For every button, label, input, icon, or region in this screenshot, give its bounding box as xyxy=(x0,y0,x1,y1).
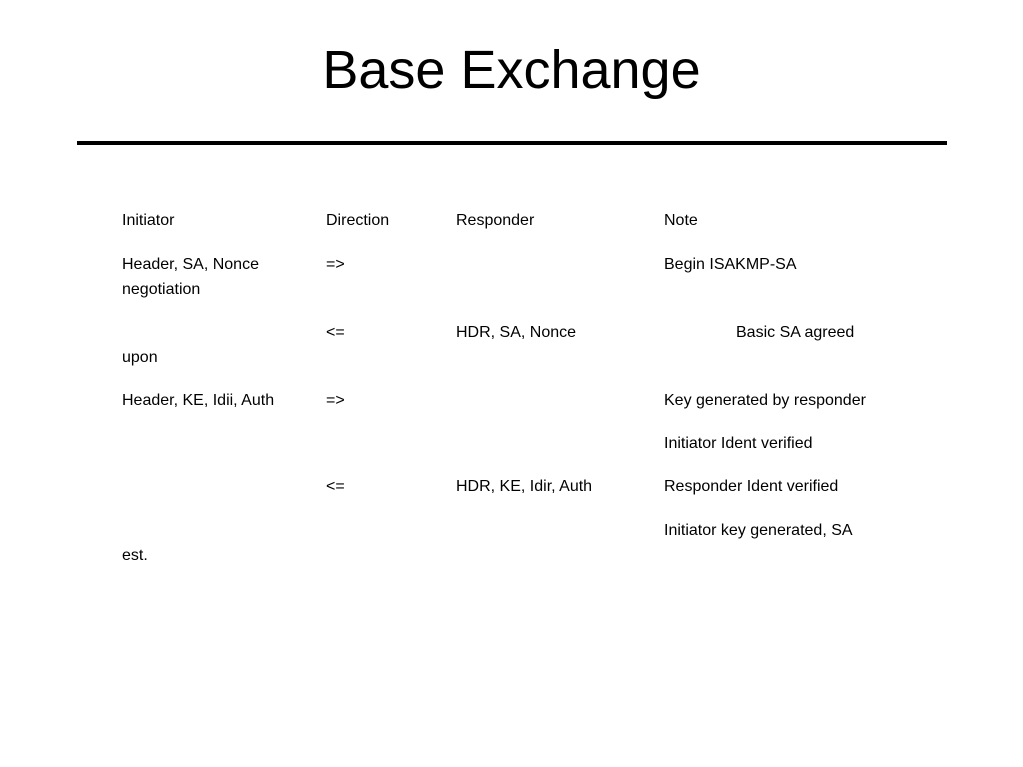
row-note: Begin ISAKMP-SA xyxy=(664,256,797,273)
header-note: Note xyxy=(664,212,698,229)
header-initiator: Initiator xyxy=(122,212,175,229)
header-responder: Responder xyxy=(456,212,535,229)
row-note: Responder Ident verified xyxy=(664,478,839,495)
row-direction: <= xyxy=(326,478,345,495)
title-divider xyxy=(77,141,947,145)
header-direction: Direction xyxy=(326,212,390,229)
row-note: Basic SA agreed xyxy=(736,324,855,341)
row-note: Key generated by responder xyxy=(664,392,866,409)
row-note: Initiator Ident verified xyxy=(664,435,813,452)
row-note-wrap: est. xyxy=(122,547,148,564)
row-direction: <= xyxy=(326,324,345,341)
row-note: Initiator key generated, SA xyxy=(664,522,853,539)
row-direction: => xyxy=(326,392,345,409)
row-responder: HDR, SA, Nonce xyxy=(456,324,577,341)
row-note-wrap: negotiation xyxy=(122,281,201,298)
row-responder: HDR, KE, Idir, Auth xyxy=(456,478,593,495)
slide-title: Base Exchange xyxy=(322,40,701,100)
row-note-wrap: upon xyxy=(122,349,158,366)
row-initiator: Header, KE, Idii, Auth xyxy=(122,392,275,409)
row-initiator: Header, SA, Nonce xyxy=(122,256,259,273)
row-direction: => xyxy=(326,256,345,273)
